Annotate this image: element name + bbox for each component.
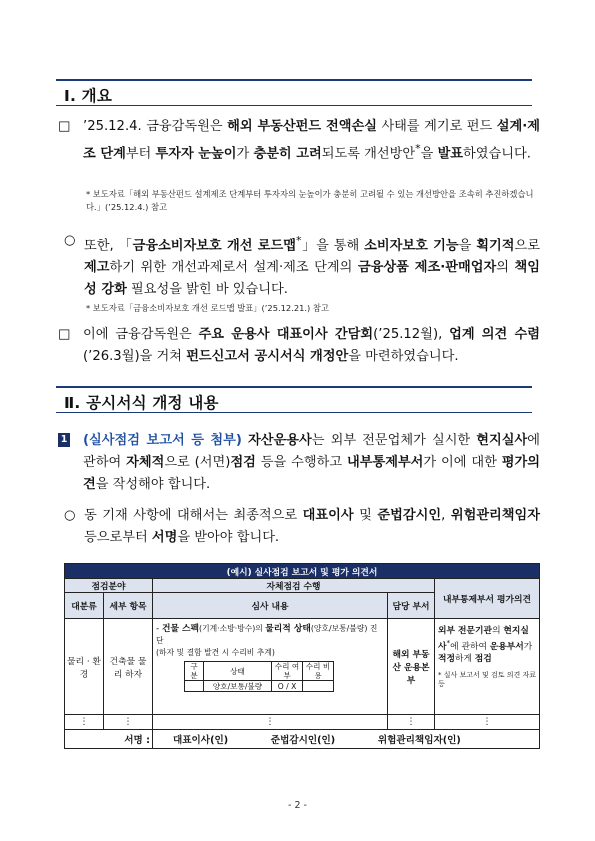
header-internal-control-opinion: 내부통제부서 평가의견 bbox=[435, 579, 540, 619]
footnote-2: * 보도자료「금융소비자보호 개선 로드맵 발표」(’25.12.21.) 참고 bbox=[86, 303, 329, 313]
cell-review-content: - 건물 스펙(기계·소방·방수)의 물리적 상태(양호/보통/불량) 진단 (하자 및 결함 발견 시 수리비 추계) 구분 상태 수리 여부 수리 비용 양호/보통/불량 O / X bbox=[153, 619, 388, 715]
table-row bbox=[65, 619, 540, 715]
signature-ceo: 대표이사(인) bbox=[173, 735, 229, 746]
signature-label: 서명 : bbox=[65, 730, 153, 749]
number-badge: 1 bbox=[58, 433, 70, 447]
signature-risk-officer: 위험관리책임자(인) bbox=[377, 735, 461, 746]
header-responsible-dept: 담당 부서 bbox=[388, 593, 435, 619]
table-title: (예시) 실사점검 보고서 및 평가 의견서 bbox=[65, 564, 540, 579]
section1-bottom-rule bbox=[56, 105, 532, 106]
circle-bullet-icon: ○ bbox=[64, 233, 76, 248]
cell-minor: 건축물 물리 하자 bbox=[104, 619, 153, 715]
cell-evaluation: 외부 전문기관의 현지실사*에 관하여 운용부서가 적정하게 점검 * 실사 보고서 및 검토 의견 자료 등 bbox=[435, 619, 540, 715]
section2-bottom-rule bbox=[56, 412, 532, 413]
status-subtable: 구분 상태 수리 여부 수리 비용 양호/보통/불량 O / X bbox=[184, 661, 334, 692]
section1-title: Ⅰ. 개요 bbox=[64, 87, 112, 105]
signature-row bbox=[65, 730, 540, 749]
page-number: - 2 - bbox=[288, 800, 307, 811]
square-bullet-icon: □ bbox=[58, 119, 71, 134]
cell-dept: 해외 부동산 운용본부 bbox=[388, 619, 435, 715]
signature-compliance-officer: 준법감시인(인) bbox=[270, 735, 336, 746]
header-self-inspection: 자체점검 수행 bbox=[153, 579, 435, 593]
disclosure-paragraph-2: ○ 동 기재 사항에 대해서는 최종적으로 대표이사 및 준법감시인, 위험관리책임자 등으로부터 서명을 받아야 합니다. bbox=[64, 505, 540, 549]
header-inspection-area: 점검분야 bbox=[65, 579, 153, 593]
circle-bullet-icon: ○ bbox=[64, 508, 76, 523]
header-review-content: 심사 내용 bbox=[153, 593, 388, 619]
section2-top-rule bbox=[56, 386, 532, 388]
section1-top-rule bbox=[56, 79, 532, 81]
overview-paragraph-3: □ 이에 금융감독원은 주요 운용사 대표이사 간담회(’25.12월), 업계 의견 수렴(’26.3월)을 거쳐 펀드신고서 공시서식 개정안을 마련하였습니다. bbox=[58, 324, 540, 368]
square-bullet-icon: □ bbox=[58, 327, 71, 342]
footnote-1: * 보도자료「해외 부동산펀드 설계제조 단계부터 투자자의 눈높이가 충분히 고려될 수 있는 개선방안을 조속히 추진하겠습니다.」(’25.12.4.) 참고 bbox=[86, 189, 534, 212]
inspection-report-table bbox=[64, 563, 540, 749]
overview-paragraph-1: □ ’25.12.4. 금융감독원은 해외 부동산펀드 전액손실 사태를 계기로 펀드 설계·제조 단계부터 투자자 눈높이가 충분히 고려되도록 개선방안*을 발표하였습니다. bbox=[58, 116, 540, 165]
overview-paragraph-2: ○ 또한, 「금융소비자보호 개선 로드맵*」을 통해 소비자보호 기능을 획기적으로 제고하기 위한 개선과제로서 설계·제조 단계의 금융상품 제조·판매업자의 책임성 강화 필요성을 밝힌 바 있습니다. bbox=[64, 230, 540, 301]
disclosure-paragraph-1: 1 (실사점검 보고서 등 첨부) 자산운용사는 외부 전문업체가 실시한 현지실사에 관하여 자체적으로 (서면)점검 등을 수행하고 내부통제부서가 이에 대한 평가의견을 작성해야 합니다. bbox=[58, 430, 540, 496]
header-major-category: 대분류 bbox=[65, 593, 104, 619]
section2-title: Ⅱ. 공시서식 개정 내용 bbox=[64, 394, 219, 412]
cell-major: 물리 · 환경 bbox=[65, 619, 104, 715]
table-row-ellipsis: ⋮ ⋮ ⋮ ⋮ ⋮ bbox=[65, 715, 540, 730]
header-detail-item: 세부 항목 bbox=[104, 593, 153, 619]
